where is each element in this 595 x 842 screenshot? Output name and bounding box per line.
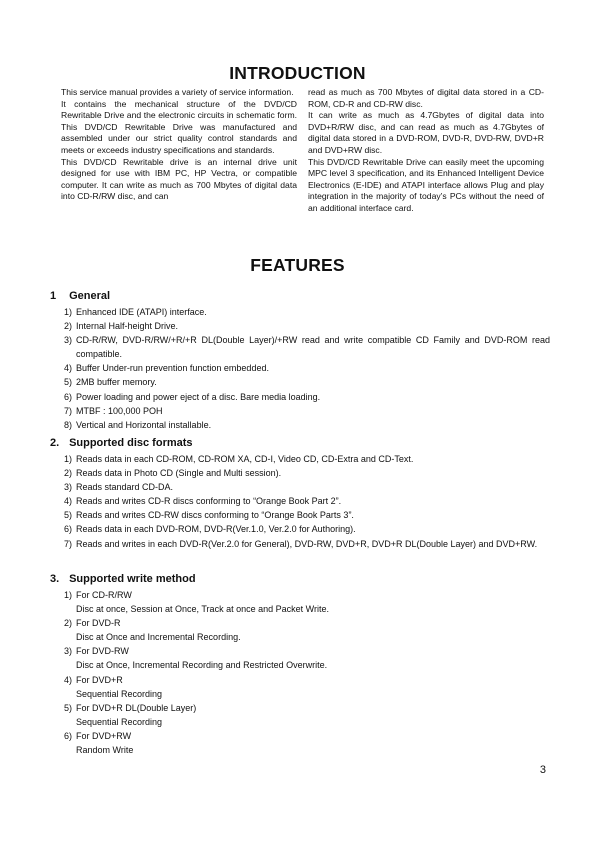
section-heading (50, 290, 550, 302)
intro-paragraph: This DVD/CD Rewritable Drive can easily meet the upcoming MPC level 3 specification, and its Enhanced Intelligent Device Electronics (E-IDE) and ATAPI interface allows Plug and play integration in the majority of today’s PCs without the need of an additional interface card. (308, 156, 544, 213)
section-supported-write-method (50, 573, 550, 757)
item-text: MTBF : 100,000 POH (76, 405, 163, 416)
list-item (64, 729, 550, 757)
list-item (64, 375, 550, 389)
item-number: 4) (64, 363, 73, 374)
item-text: For DVD+R DL(Double Layer) (76, 702, 197, 713)
item-text: Reads and writes CD-RW discs conforming to “Orange Book Parts 3”. (76, 510, 354, 521)
list-item (64, 508, 550, 522)
section-number: 1 (50, 290, 57, 302)
list-item (64, 418, 550, 432)
item-number: 2) (64, 468, 73, 479)
item-number: 7) (64, 538, 73, 549)
list-item (64, 494, 550, 508)
item-number: 8) (64, 419, 73, 430)
list-item (64, 616, 550, 644)
item-text: Vertical and Horizontal installable. (76, 419, 212, 430)
section-number: 3. (50, 573, 60, 585)
item-text: Internal Half-height Drive. (76, 321, 179, 332)
item-subtext: Disc at once, Session at Once, Track at once and Packet Write. (76, 604, 329, 615)
section-title: Supported write method (69, 573, 196, 585)
item-number: 6) (64, 730, 73, 741)
list-item (64, 537, 550, 551)
list-item (64, 404, 550, 418)
item-number: 1) (64, 590, 73, 600)
intro-left-column (61, 87, 297, 203)
intro-paragraph: This DVD/CD Rewritable drive is an internal drive unit designed for use with IBM PC, HP Vectra, or compatible computer. It can write as much as 700 Mbytes of digital data into CD-R/RW disc, and can (61, 156, 297, 202)
intro-paragraph: It contains the mechanical structure of the DVD/CD Rewritable Drive and the electronic circuits in schematic form. This DVD/CD Rewritable Drive was manufactured and assembled under our strict quality control standards and meets or exceeds industry specifications and standards. (61, 98, 297, 155)
item-text: For CD-R/RW (76, 590, 132, 600)
list-item (64, 480, 550, 494)
intro-right-column (308, 87, 544, 215)
list-item (64, 588, 550, 616)
item-text: Reads data in each CD-ROM, CD-ROM XA, CD-I, Video CD, CD-Extra and CD-Text. (76, 454, 414, 464)
intro-paragraph: It can write as much as 4.7Gbytes of digital data into DVD+R/RW disc, and can read as much as 4.7Gbytes of digital data stored in a DVD-ROM, DVD-R, DVD-RW, DVD+R and DVD+RW disc. (308, 110, 544, 155)
section-title: General (69, 290, 111, 302)
item-number: 6) (64, 524, 73, 535)
item-number: 4) (64, 496, 73, 507)
item-number: 1) (64, 307, 73, 317)
item-text: For DVD+RW (76, 730, 132, 741)
item-number: 7) (64, 405, 73, 416)
list-item (64, 452, 550, 466)
item-number: 5) (64, 702, 73, 713)
item-number: 2) (64, 618, 73, 629)
item-number: 6) (64, 391, 73, 402)
item-text: For DVD-R (76, 618, 121, 629)
item-text: Buffer Under-run prevention function embedded. (76, 363, 269, 374)
item-text: Reads and writes CD-R discs conforming to “Orange Book Part 2”. (76, 496, 342, 507)
list-item (64, 644, 550, 672)
item-number: 5) (64, 510, 73, 521)
introduction-heading: INTRODUCTION (229, 63, 366, 83)
page-number: 3 (539, 764, 546, 776)
item-text: For DVD+R (76, 674, 123, 685)
list-item (64, 466, 550, 480)
item-subtext: Sequential Recording (76, 716, 163, 727)
intro-paragraph: This service manual provides a variety of service information. (61, 87, 294, 97)
list-item (64, 673, 550, 701)
item-text: Reads data in each DVD-ROM, DVD-R(Ver.1.0, Ver.2.0 for Authoring). (76, 524, 356, 535)
item-subtext: Sequential Recording (76, 688, 163, 699)
item-text: For DVD-RW (76, 646, 129, 657)
item-text: Reads and writes in each DVD-R(Ver.2.0 for General), DVD-RW, DVD+R, DVD+R DL(Double Layer) and DVD+RW. (76, 538, 538, 549)
section-number: 2. (50, 437, 60, 449)
item-subtext: Disc at Once and Incremental Recording. (76, 632, 241, 643)
list-item (64, 333, 550, 361)
item-subtext: Random Write (76, 745, 134, 756)
section-supported-disc-formats (50, 437, 550, 551)
item-text: Reads standard CD-DA. (76, 482, 174, 493)
list-item (64, 361, 550, 375)
section-general (50, 290, 550, 432)
list-item (64, 319, 550, 333)
item-number: 1) (64, 454, 73, 464)
section-heading (50, 573, 550, 585)
item-subtext: Disc at Once, Incremental Recording and Restricted Overwrite. (76, 660, 328, 671)
item-number: 3) (64, 482, 73, 493)
item-number: 2) (64, 321, 73, 332)
list-item (64, 390, 550, 404)
list-item (64, 305, 550, 319)
item-text: Power loading and power eject of a disc. Bare media loading. (76, 391, 321, 402)
item-number: 3) (64, 646, 73, 657)
intro-paragraph: read as much as 700 Mbytes of digital data stored in a CD-ROM, CD-R and CD-RW disc. (308, 87, 544, 109)
section-heading (50, 437, 550, 449)
item-number: 4) (64, 674, 73, 685)
list-item (64, 522, 550, 536)
list-item (64, 701, 550, 729)
item-text: Reads data in Photo CD (Single and Multi session). (76, 468, 282, 479)
item-text: 2MB buffer memory. (76, 377, 157, 388)
features-heading: FEATURES (250, 255, 345, 275)
item-text: CD-R/RW, DVD-R/RW/+R/+R DL(Double Layer)/+RW read and write compatible CD Family and DVD-ROM read compatible. (76, 335, 550, 360)
section-title: Supported disc formats (69, 437, 193, 449)
item-number: 3) (64, 335, 73, 346)
item-number: 5) (64, 377, 73, 388)
item-text: Enhanced IDE (ATAPI) interface. (76, 307, 207, 317)
